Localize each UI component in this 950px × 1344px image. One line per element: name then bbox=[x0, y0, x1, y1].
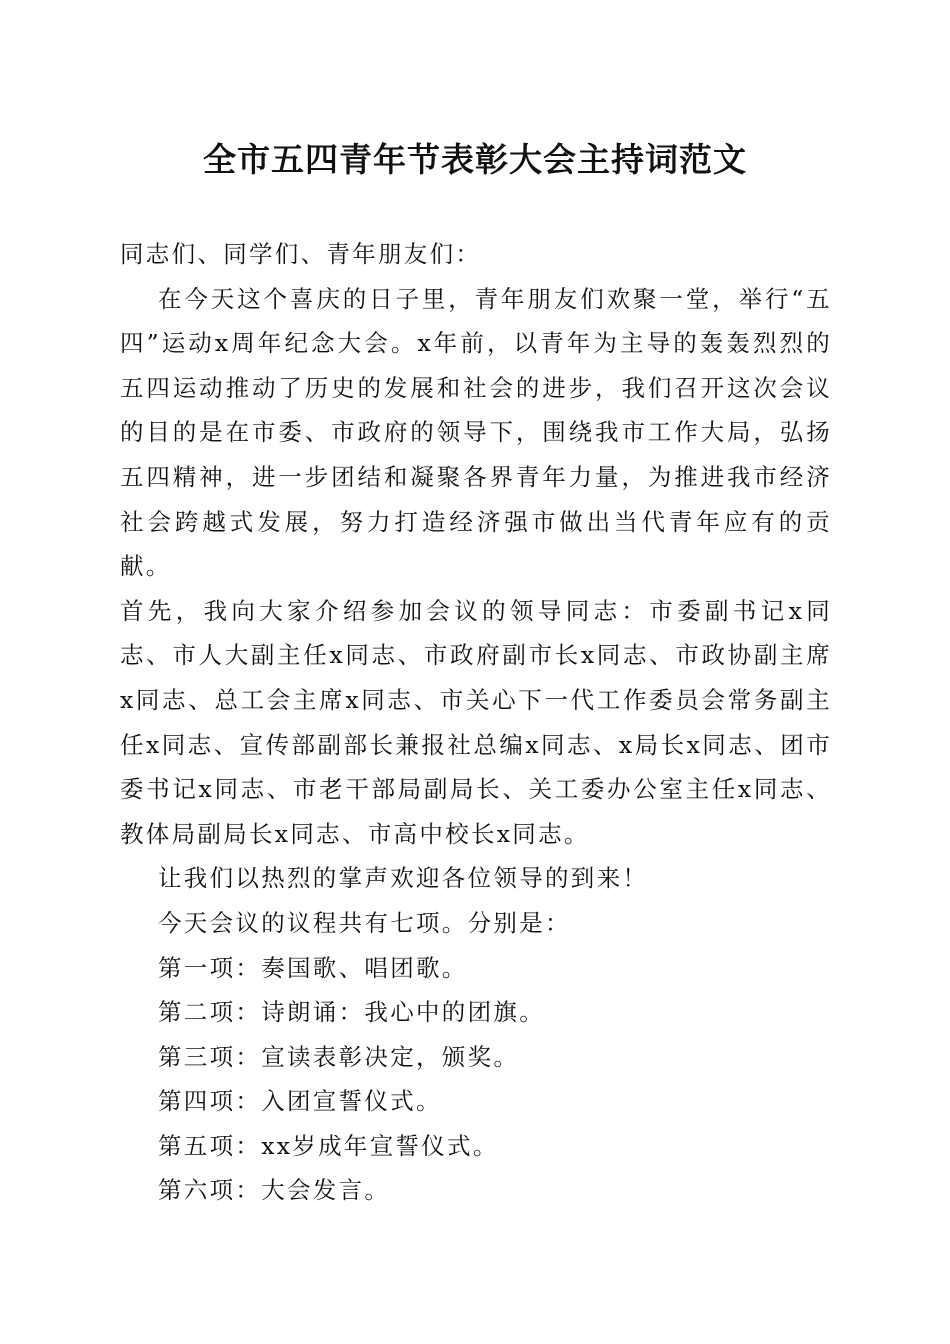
agenda-item: 第二项：诗朗诵：我心中的团旗。 bbox=[158, 998, 545, 1027]
paragraph-leaders: 首先，我向大家介绍参加会议的领导同志：市委副书记x同志、市人大副主任x同志、市政府副市长x同志、市政协副主席x同志、总工会主席x同志、市关心下一代工作委员会常务副主任x同志、宣传部副部长兼报社总编x同志、x局长x同志、团市委书记x同志、市老干部局副局长、关工委办公室主任x同志、教体局副局长x同志、市高中校长x同志。 bbox=[120, 596, 832, 848]
document-title: 全市五四青年节表彰大会主持词范文 bbox=[203, 140, 747, 179]
agenda-item: 第六项：大会发言。 bbox=[158, 1176, 391, 1205]
agenda-item: 第五项：xx岁成年宣誓仪式。 bbox=[158, 1131, 499, 1160]
agenda-item: 第三项：宣读表彰决定，颁奖。 bbox=[158, 1042, 520, 1071]
agenda-item: 第四项：入团宣誓仪式。 bbox=[158, 1087, 442, 1116]
salutation: 同志们、同学们、青年朋友们： bbox=[120, 240, 482, 268]
document-body bbox=[120, 232, 832, 1213]
agenda-item: 第一项：奏国歌、唱团歌。 bbox=[158, 953, 468, 982]
paragraph-opening: 在今天这个喜庆的日子里，青年朋友们欢聚一堂，举行“五四”运动x周年纪念大会。x年前，以青年为主导的轰轰烈烈的五四运动推动了历史的发展和社会的进步，我们召开这次会议的目的是在市委、市政府的领导下，围绕我市工作大局，弘扬五四精神，进一步团结和凝聚各界青年力量，为推进我市经济社会跨越式发展，努力打造经济强市做出当代青年应有的贡献。 bbox=[120, 284, 832, 581]
paragraph-agenda-intro: 今天会议的议程共有七项。分别是： bbox=[158, 908, 571, 937]
paragraph-applause: 让我们以热烈的掌声欢迎各位领导的到来！ bbox=[158, 864, 649, 893]
